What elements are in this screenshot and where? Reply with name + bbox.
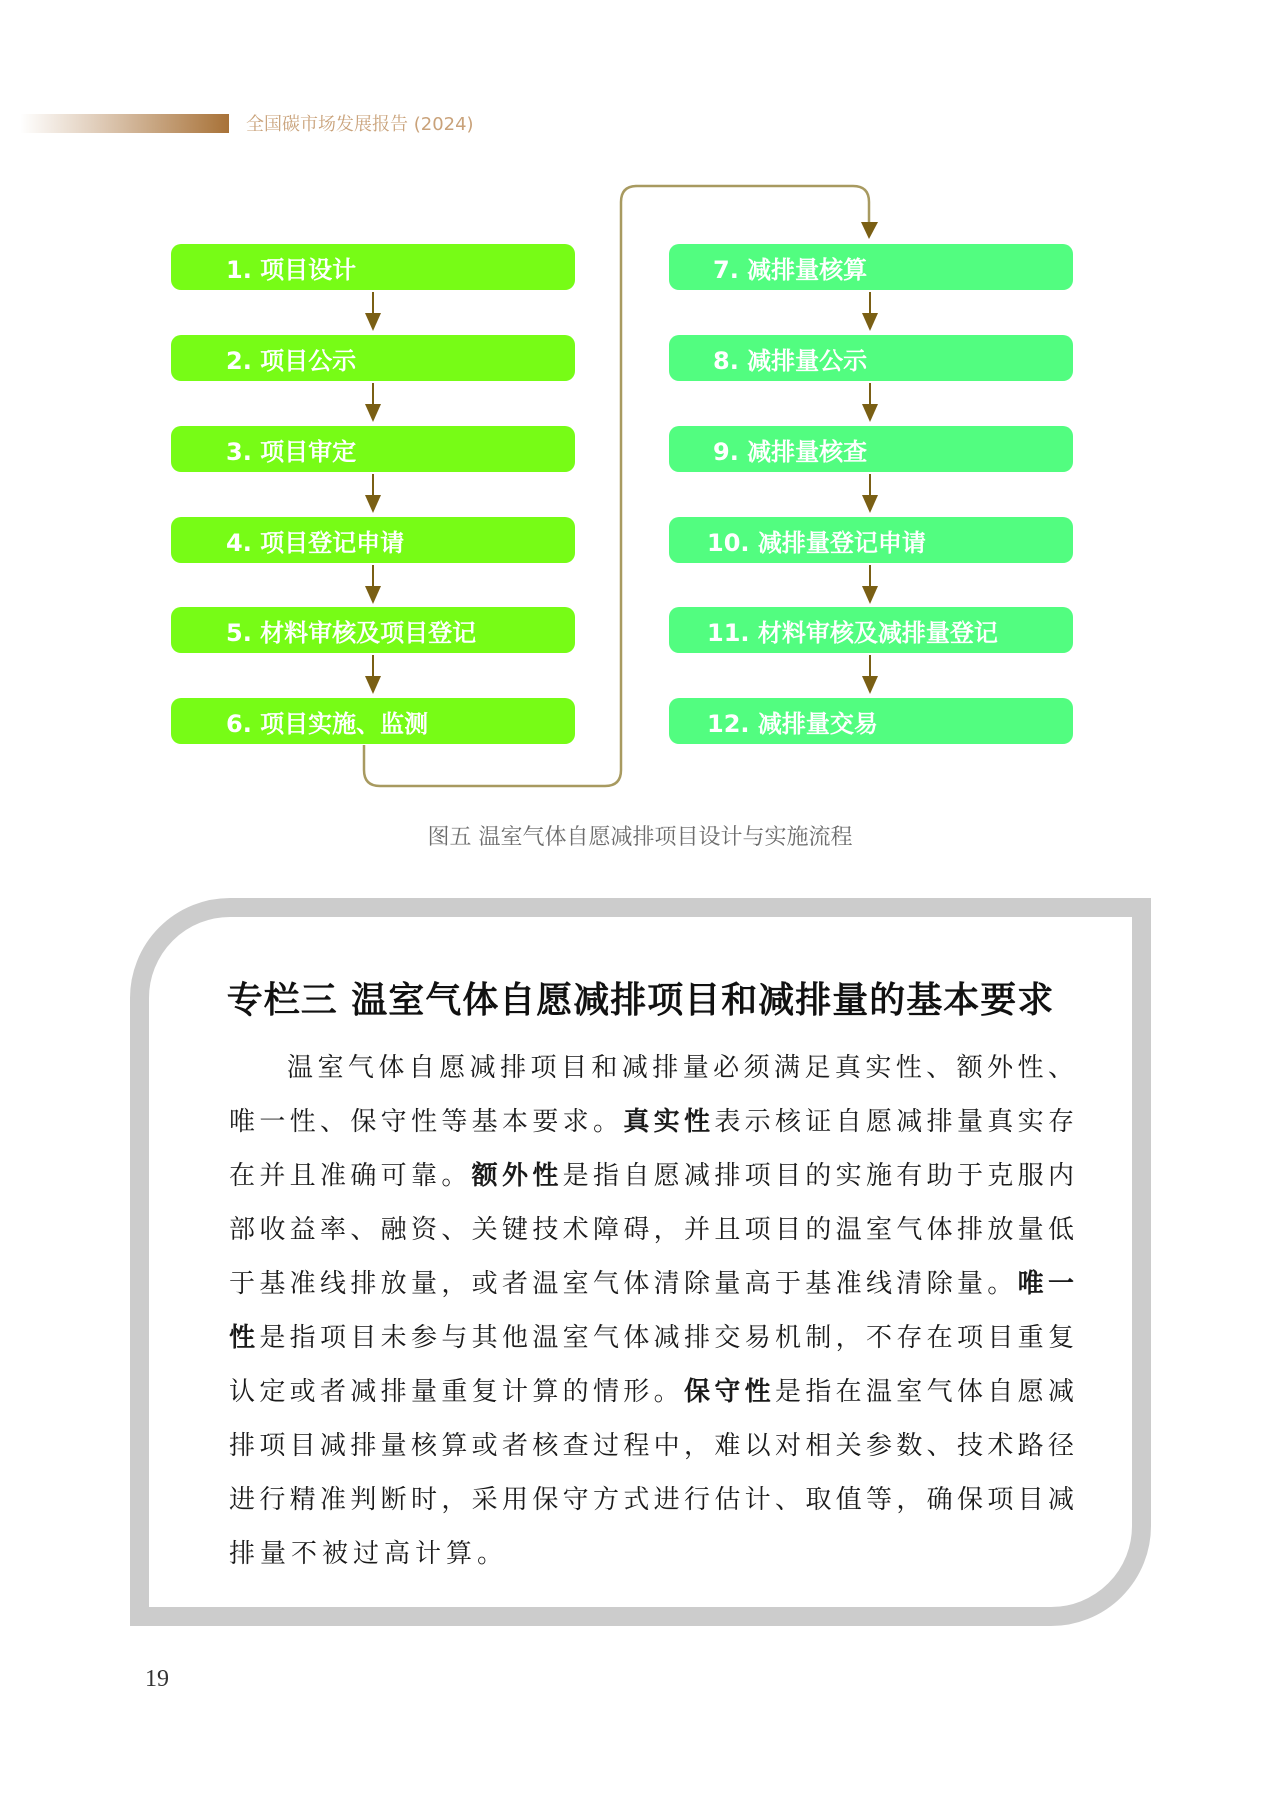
paragraph-line: 排项目减排量核算或者核查过程中，难以对相关参数、技术路径 (229, 1431, 1074, 1461)
paragraph-line: 在并且准确可靠。额外性是指自愿减排项目的实施有助于克服内 (229, 1161, 1074, 1191)
paragraph-line: 温室气体自愿减排项目和减排量必须满足真实性、额外性、 (287, 1053, 1074, 1083)
flow-step-7: 7. 减排量核算 (669, 244, 1073, 290)
paragraph-line: 性是指项目未参与其他温室气体减排交易机制，不存在项目重复 (229, 1323, 1074, 1353)
flow-step-5: 5. 材料审核及项目登记 (171, 607, 575, 653)
paragraph-line: 于基准线排放量，或者温室气体清除量高于基准线清除量。唯一 (229, 1269, 1074, 1299)
flow-step-11: 11. 材料审核及减排量登记 (669, 607, 1073, 653)
term-conservativeness: 保守性 (683, 1377, 775, 1407)
arrow-down-icon (365, 383, 381, 422)
arrow-down-icon (862, 474, 878, 513)
figure-caption: 图五 温室气体自愿减排项目设计与实施流程 (427, 825, 853, 850)
paragraph-line: 认定或者减排量重复计算的情形。保守性是指在温室气体自愿减 (229, 1377, 1074, 1407)
arrow-down-icon (365, 655, 381, 694)
arrow-down-icon (365, 292, 381, 331)
flow-step-2: 2. 项目公示 (171, 335, 575, 381)
flow-step-4: 4. 项目登记申请 (171, 517, 575, 563)
column-box-title: 专栏三 温室气体自愿减排项目和减排量的基本要求 (226, 979, 1055, 1021)
arrow-down-icon (862, 565, 878, 604)
term-uniqueness: 唯一 (1017, 1269, 1074, 1299)
paragraph-line: 唯一性、保守性等基本要求。真实性表示核证自愿减排量真实存 (229, 1107, 1074, 1137)
term-additionality: 额外性 (471, 1161, 563, 1191)
flow-step-9: 9. 减排量核查 (669, 426, 1073, 472)
flow-step-1: 1. 项目设计 (171, 244, 575, 290)
paragraph-line: 进行精准判断时，采用保守方式进行估计、取值等，确保项目减 (229, 1485, 1074, 1515)
flow-step-12: 12. 减排量交易 (669, 698, 1073, 744)
arrow-down-icon (861, 222, 878, 239)
page-number: 19 (145, 1666, 169, 1692)
arrow-down-icon (862, 383, 878, 422)
arrow-down-icon (365, 565, 381, 604)
term-uniqueness-cont: 性 (229, 1323, 260, 1353)
column-box-paragraph (229, 1044, 1074, 1584)
flow-step-8: 8. 减排量公示 (669, 335, 1073, 381)
running-header-title: 全国碳市场发展报告 (2024) (246, 114, 474, 135)
flow-step-6: 6. 项目实施、监测 (171, 698, 575, 744)
arrow-down-icon (862, 655, 878, 694)
flow-step-3: 3. 项目审定 (171, 426, 575, 472)
paragraph-line: 排量不被过高计算。 (229, 1539, 509, 1569)
flow-step-10: 10. 减排量登记申请 (669, 517, 1073, 563)
term-authenticity: 真实性 (623, 1107, 715, 1137)
arrow-down-icon (365, 474, 381, 513)
arrow-down-icon (862, 292, 878, 331)
paragraph-line: 部收益率、融资、关键技术障碍，并且项目的温室气体排放量低 (229, 1215, 1074, 1245)
